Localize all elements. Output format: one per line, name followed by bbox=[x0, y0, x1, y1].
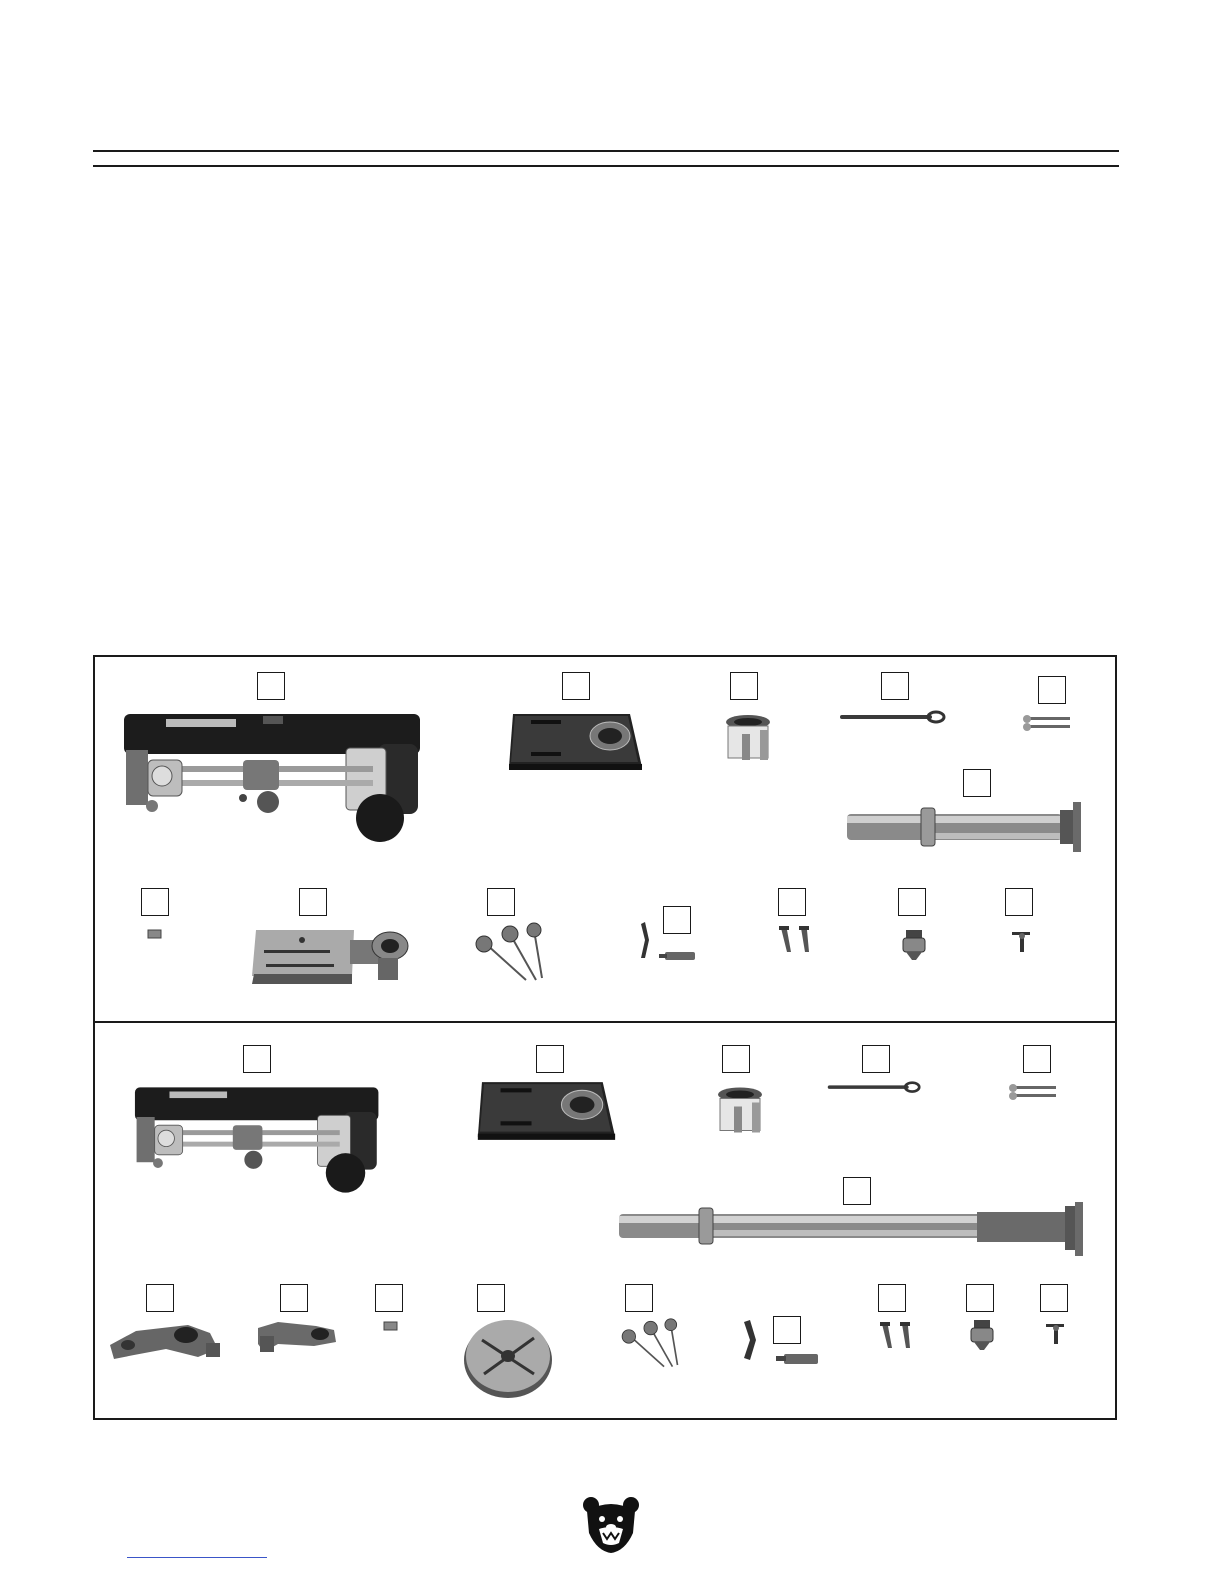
base-icon bbox=[505, 712, 647, 774]
handles-icon bbox=[614, 1318, 694, 1370]
label-box-hex-wrenches-2 bbox=[878, 1284, 906, 1312]
collar-icon bbox=[722, 712, 774, 767]
headstock-icon bbox=[130, 1083, 385, 1188]
label-box-pins-2 bbox=[1023, 1045, 1051, 1073]
arm-icon bbox=[106, 1315, 224, 1363]
label-box-chuck-key bbox=[1005, 888, 1033, 916]
table-icon bbox=[250, 918, 414, 988]
chuck-key-icon bbox=[1010, 928, 1034, 954]
rod-icon bbox=[838, 711, 946, 725]
key-icon bbox=[146, 928, 164, 940]
crank-icon bbox=[738, 1318, 822, 1368]
label-box-small-key bbox=[141, 888, 169, 916]
label-box-chuck-key-2 bbox=[1040, 1284, 1068, 1312]
round-table-icon bbox=[462, 1312, 554, 1400]
rod-icon bbox=[826, 1081, 921, 1095]
header-rule-top bbox=[93, 150, 1119, 152]
key-icon bbox=[382, 1320, 400, 1332]
label-box-crank-rod bbox=[881, 672, 909, 700]
label-box-table bbox=[299, 888, 327, 916]
wrench-icon bbox=[775, 924, 819, 956]
label-box-column-collar bbox=[730, 672, 758, 700]
label-box-round-table bbox=[477, 1284, 505, 1312]
column-icon bbox=[617, 1200, 1087, 1258]
chuck-icon bbox=[900, 928, 928, 962]
label-box-arm-bracket bbox=[280, 1284, 308, 1312]
footer-link[interactable] bbox=[127, 1557, 267, 1558]
chuck-key-icon bbox=[1044, 1320, 1068, 1346]
column-icon bbox=[845, 800, 1085, 855]
pins-icon bbox=[1020, 714, 1076, 734]
label-box-base-2 bbox=[536, 1045, 564, 1073]
label-box-base bbox=[562, 672, 590, 700]
crank-icon bbox=[635, 920, 699, 964]
label-box-column bbox=[963, 769, 991, 797]
label-box-table-arm bbox=[146, 1284, 174, 1312]
label-box-hex-wrenches bbox=[778, 888, 806, 916]
label-box-feed-handles bbox=[487, 888, 515, 916]
label-box-chuck bbox=[898, 888, 926, 916]
label-box-small-key-2 bbox=[375, 1284, 403, 1312]
base-icon bbox=[468, 1080, 626, 1144]
bracket-icon bbox=[254, 1318, 340, 1358]
header-rule-bottom bbox=[93, 165, 1119, 167]
label-box-headstock bbox=[257, 672, 285, 700]
label-box-column-collar-2 bbox=[722, 1045, 750, 1073]
label-box-chuck-2 bbox=[966, 1284, 994, 1312]
pins-icon bbox=[1006, 1083, 1062, 1103]
headstock-icon bbox=[118, 710, 428, 835]
chuck-icon bbox=[968, 1318, 996, 1352]
label-box-feed-handles-2 bbox=[625, 1284, 653, 1312]
handles-icon bbox=[474, 922, 554, 984]
label-box-pins bbox=[1038, 676, 1066, 704]
label-box-crank-rod-2 bbox=[862, 1045, 890, 1073]
collar-icon bbox=[714, 1083, 766, 1141]
label-box-headstock-2 bbox=[243, 1045, 271, 1073]
wrench-icon bbox=[876, 1320, 920, 1352]
bear-head-icon bbox=[581, 1495, 641, 1555]
